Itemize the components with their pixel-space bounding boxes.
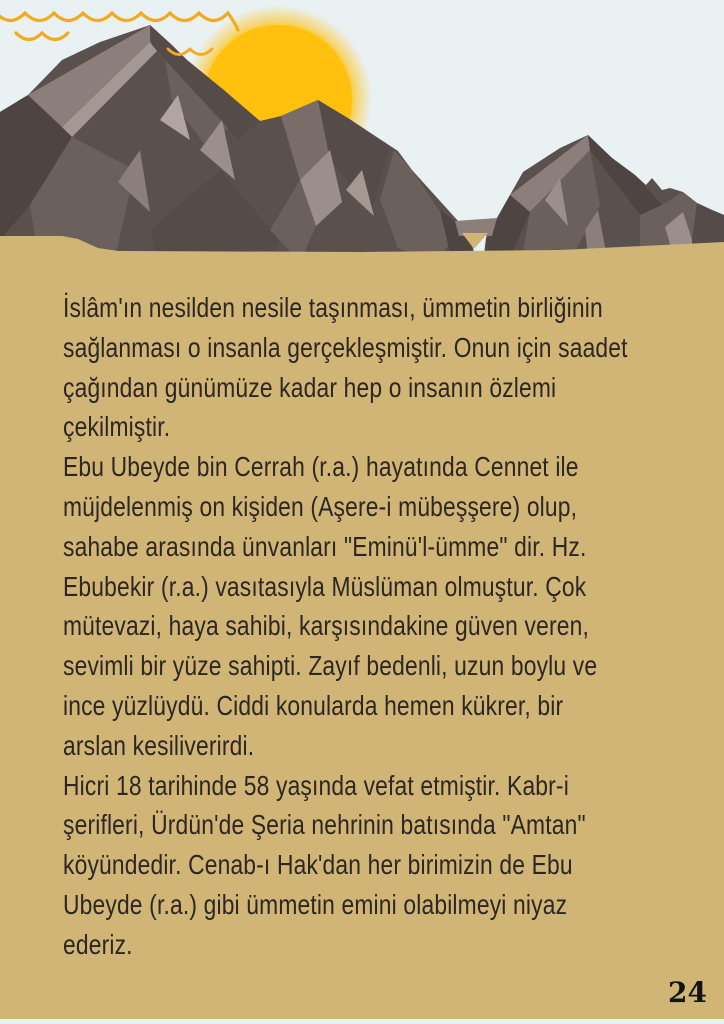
body-text-line: Ebubekir (r.a.) vasıtasıyla Müslüman olmuştur. Çok (63, 570, 587, 602)
mountain-sunrise-illustration (0, 0, 724, 270)
body-text-line: Ebu Ubeyde bin Cerrah (r.a.) hayatında Cennet ile (63, 451, 579, 483)
body-text-line: çekilmiştir. (63, 411, 171, 443)
body-text-line: ince yüzlüydü. Ciddi konularda hemen kükrer, bir (63, 689, 564, 721)
page-number: 24 (668, 976, 707, 1009)
body-text-line: ederiz. (63, 928, 133, 960)
body-text (63, 288, 694, 965)
body-text-line: çağından günümüze kadar hep o insanın özlemi (63, 371, 557, 403)
body-text-line: sahabe arasında ünvanları "Eminü'l-ümme" dir. Hz. (63, 530, 587, 562)
body-text-line: müjdelenmiş on kişiden (Aşere-i mübeşşere) olup, (63, 490, 578, 522)
body-text-line: Ubeyde (r.a.) gibi ümmetin emini olabilmeyi niyaz (63, 888, 568, 920)
body-text-line: İslâm'ın nesilden nesile taşınması, ümmetin birliğinin (63, 292, 603, 323)
body-text-line: köyündedir. Cenab-ı Hak'dan her birimizin de Ebu (63, 849, 573, 881)
body-text-line: şerifleri, Ürdün'de Şeria nehrinin batısında "Amtan" (63, 809, 586, 841)
body-text-line: arslan kesiliverirdi. (63, 729, 255, 761)
body-text-line: mütevazi, haya sahibi, karşısındakine güven veren, (63, 610, 589, 642)
body-text-line: sevimli bir yüze sahipti. Zayıf bedenli, uzun boylu ve (63, 650, 598, 682)
body-text-line: Hicri 18 tarihinde 58 yaşında vefat etmiştir. Kabr-i (63, 769, 569, 801)
body-text-line: sağlanması o insanla gerçekleşmiştir. Onun için saadet (63, 331, 628, 363)
